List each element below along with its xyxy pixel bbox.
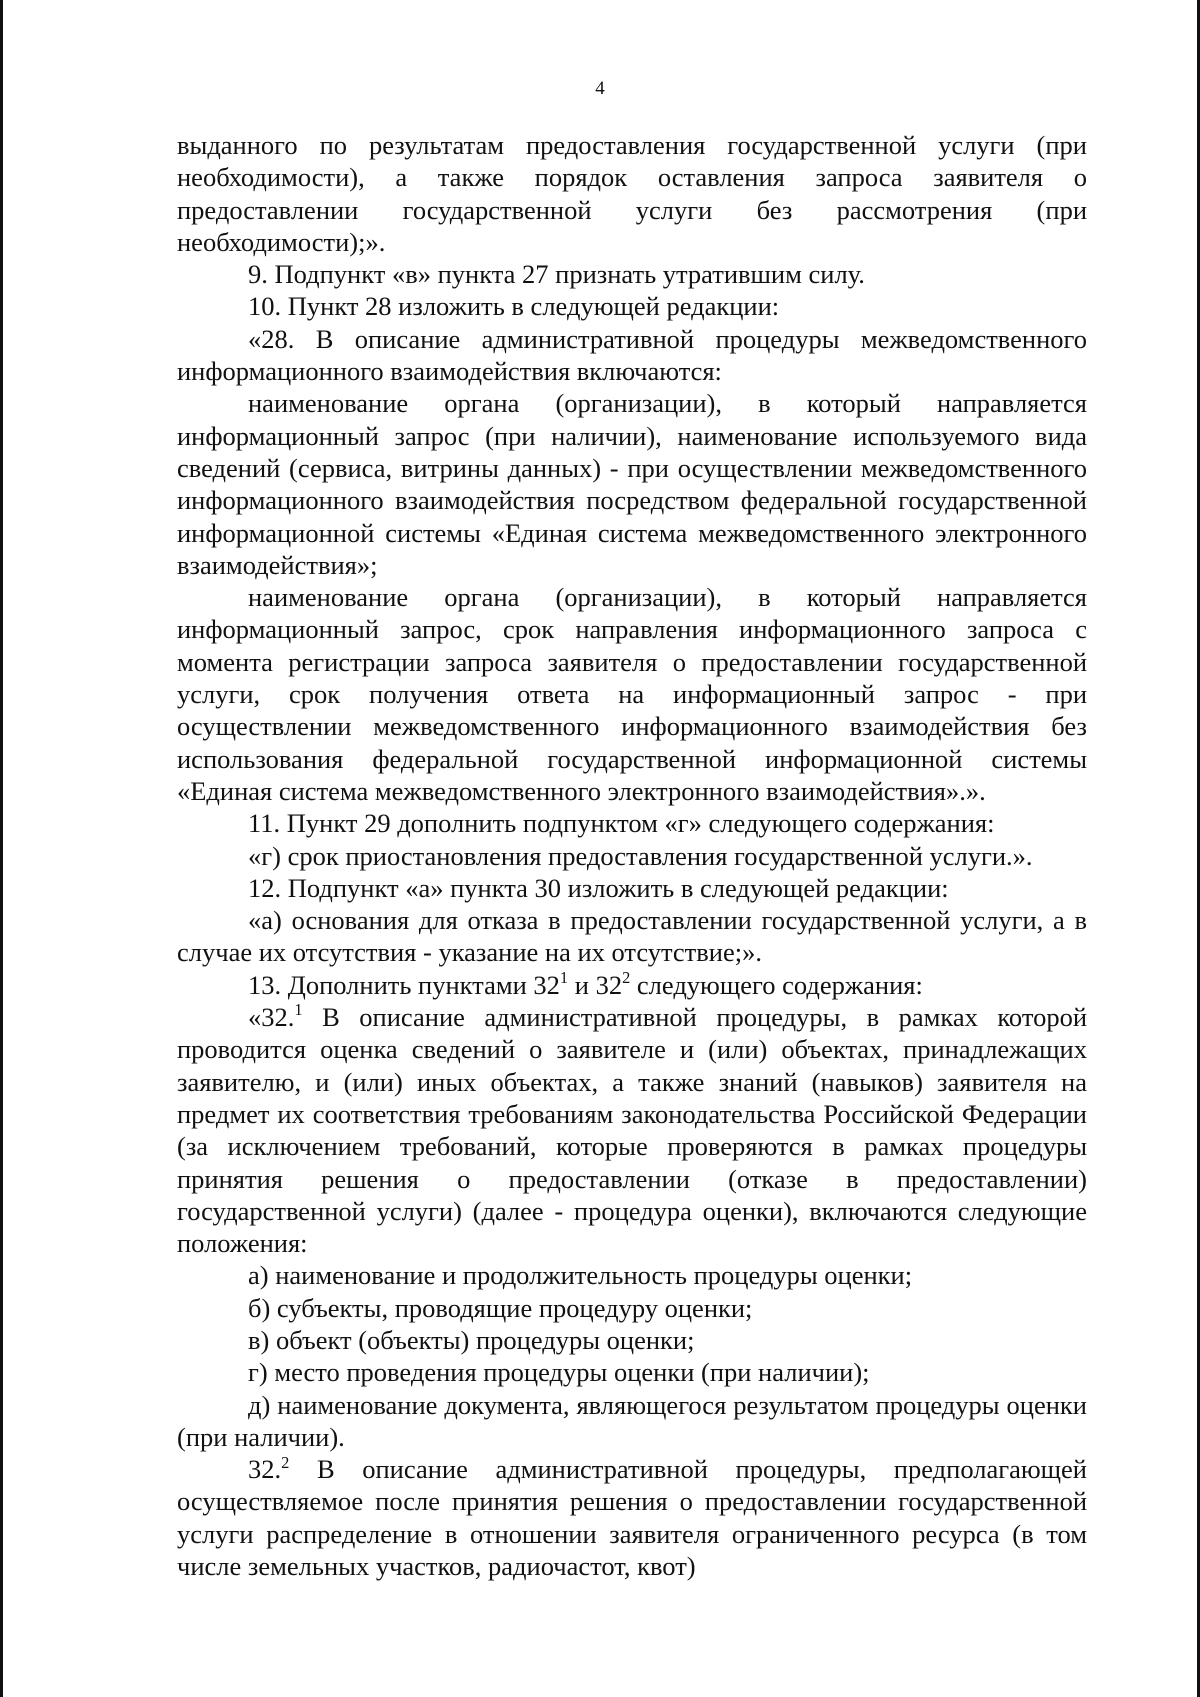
paragraph: «а) основания для отказа в предоставлении государственной услуги, а в случае их отсутствия - указание на их отсутствие;». [177, 905, 1087, 968]
paragraph: наименование органа (организации), в который направляется информационный запрос, срок направления информационного запроса с момента регистрации запроса заявителя о предоставлении государственной услуги, срок получения ответа на информационный запрос - при осуществлении межведомственного информационного взаимодействия без использования федеральной государственной информационной системы «Единая система межведомственного электронного взаимодействия».». [177, 582, 1087, 806]
paragraph: «28. В описание административной процедуры межведомственного информационного взаимодействия включаются: [177, 323, 1087, 387]
paragraph-32-1 [177, 1001, 1087, 1259]
list-item: а) наименование и продолжительность процедуры оценки; [248, 1260, 913, 1291]
list-item: г) место проведения процедуры оценки (при наличии); [248, 1357, 870, 1388]
paragraph: 10. Пункт 28 изложить в следующей редакции: [248, 291, 780, 322]
list-item: б) субъекты, проводящие процедуру оценки; [248, 1292, 753, 1323]
superscript: 2 [281, 1452, 290, 1472]
paragraph: выданного по результатам предоставления государственной услуги (при необходимости), а также порядок оставления запроса заявителя о предоставлении государственной услуги без рассмотрения (при необходимости);». [177, 130, 1087, 257]
text-run: и 32 [568, 969, 623, 1000]
text-run: «32. [248, 1002, 295, 1033]
superscript: 1 [294, 1000, 303, 1020]
page-number: 4 [595, 78, 605, 99]
paragraph-32-2 [177, 1453, 1087, 1582]
paragraph: 9. Подпункт «в» пункта 27 признать утратившим силу. [248, 259, 865, 290]
paragraph-13 [177, 969, 1087, 1001]
superscript: 2 [622, 968, 631, 988]
list-item: д) наименование документа, являющегося результатом процедуры оценки (при наличии). [177, 1389, 1087, 1452]
text-run: В описание административной процедуры, предполагающей осуществляемое после принятия решения о предоставлении государственной услуги распределение в отношении заявителя ограниченного ресурса (в том числе земельных участков, радиочастот, квот) [177, 1454, 1087, 1582]
paragraph: 12. Подпункт «а» пункта 30 изложить в следующей редакции: [248, 872, 949, 903]
text-run: 32. [248, 1454, 282, 1485]
superscript: 1 [559, 968, 569, 988]
paragraph: наименование органа (организации), в который направляется информационный запрос (при наличии), наименование используемого вида сведений (сервиса, витрины данных) - при осуществлении межведомственного информационного взаимодействия посредством федеральной государственной информационной системы «Единая система межведомственного электронного взаимодействия»; [177, 388, 1087, 580]
page-border-left [0, 0, 3, 1697]
text-run: следующего содержания: [630, 969, 923, 1000]
document-body [177, 129, 1087, 1582]
text-run: 13. Дополнить пунктами 32 [248, 969, 560, 1000]
paragraph: 11. Пункт 29 дополнить подпунктом «г» следующего содержания: [248, 808, 995, 839]
text-run: В описание административной процедуры, в рамках которой проводится оценка сведений о заявителе и (или) объектах, принадлежащих заявителю, и (или) иных объектах, а также знаний (навыков) заявителя на предмет их соответствия требованиям законодательства Российской Федерации (за исключением требований, которые проверяются в рамках процедуры принятия решения о предоставлении (отказе в предоставлении) государственной услуги) (далее - процедура оценки), включаются следующие положения: [177, 1002, 1087, 1259]
list-item: в) объект (объекты) процедуры оценки; [248, 1324, 695, 1355]
paragraph: «г) срок приостановления предоставления государственной услуги.». [248, 840, 1033, 871]
